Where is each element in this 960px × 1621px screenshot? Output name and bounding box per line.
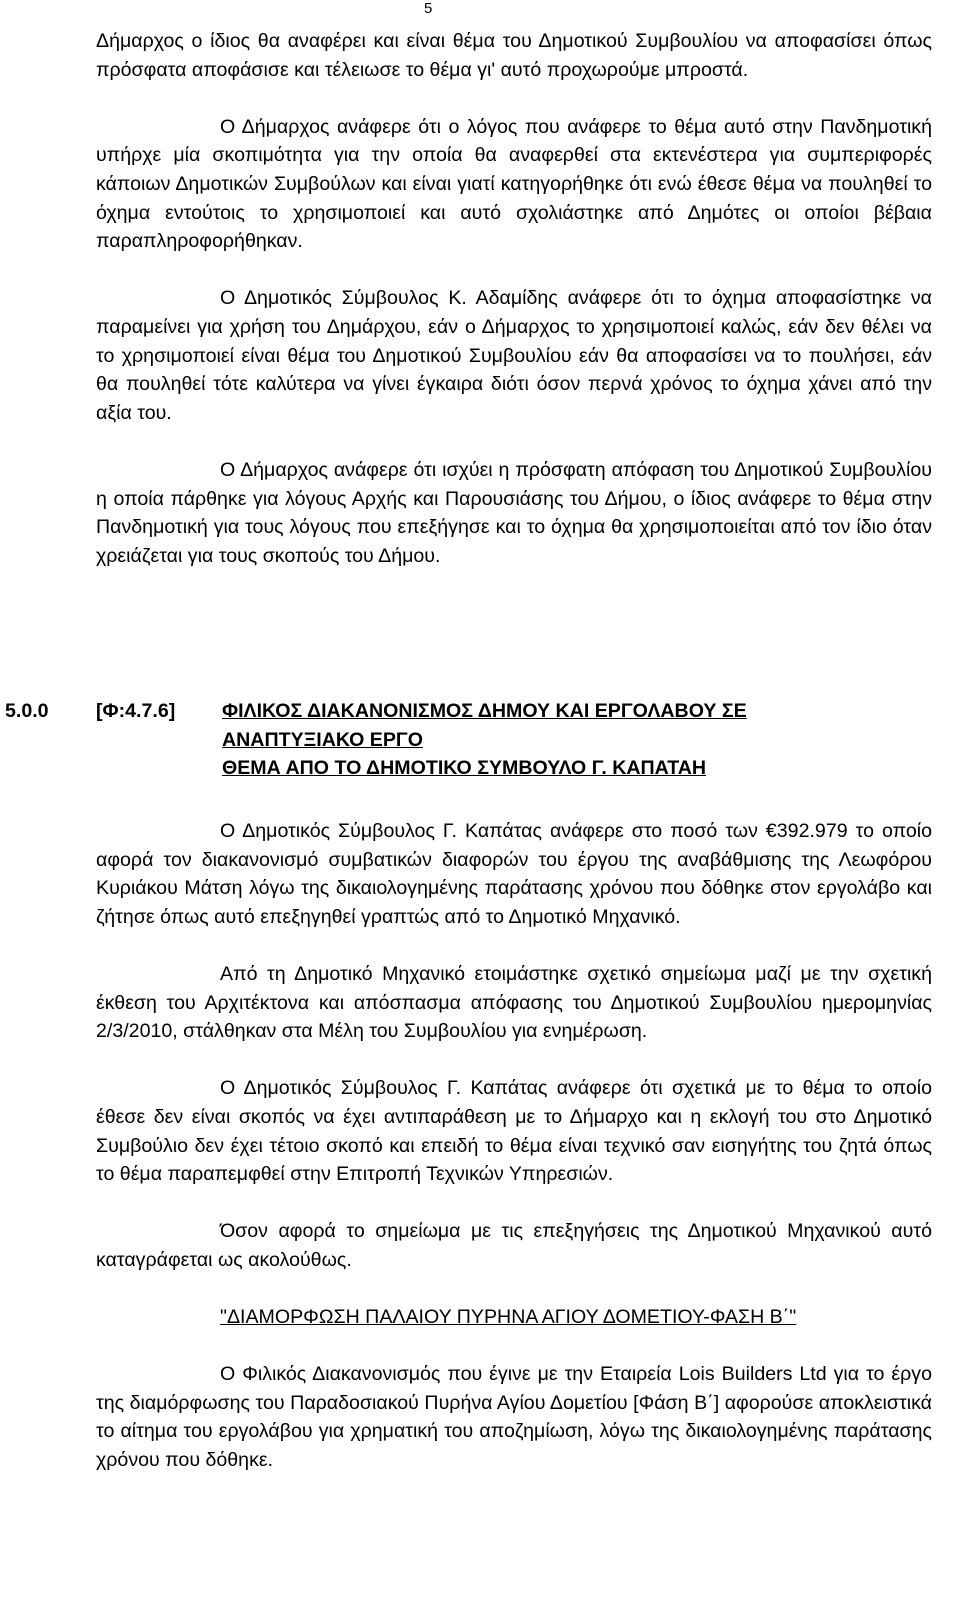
section-title — [222, 697, 932, 783]
quote-heading — [96, 1303, 932, 1332]
section-reference: [Φ:4.7.6] — [96, 700, 176, 722]
paragraph-9: Ο Φιλικός Διακανονισμός που έγινε με την Εταιρεία Lois Builders Ltd για το έργο της διαμόρφωσης του Παραδοσιακού Πυρήνα Αγίου Δομετίου [Φάση Β΄] αφορούσε αποκλειστικά το αίτημα του εργολάβου για χρηματική του αποζημίωση, λόγω της δικαιολογημένης παράτασης χρόνου που δόθηκε. — [96, 1363, 932, 1472]
paragraph-7: Ο Δημοτικός Σύμβουλος Γ. Καπάτας ανάφερε ότι σχετικά με το θέμα το οποίο έθεσε δεν είναι σκοπός να έχει αντιπαράθεση με το Δήμαρχο και η εκλογή του στο Δημοτικό Συμβούλιο δεν έχει τέτοιο σκοπό και επειδή το θέμα είναι τεχνικό σαν εισηγήτης του ζητά όπως το θέμα παραπεμφθεί στην Επιτροπή Τεχνικών Υπηρεσιών. — [96, 1077, 932, 1186]
quote-heading-text: "ΔΙΑΜΟΡΦΩΣΗ ΠΑΛΑΙΟΥ ΠΥΡΗΝΑ ΑΓΙΟΥ ΔΟΜΕΤΙΟΥ-ΦΑΣΗ Β΄" — [220, 1306, 797, 1329]
paragraph-8: Όσον αφορά το σημείωμα με τις επεξηγήσεις της Δημοτικού Μηχανικού αυτό καταγράφεται ως ακολούθως. — [96, 1220, 932, 1271]
paragraph-2: Ο Δήμαρχος ανάφερε ότι ο λόγος που ανάφερε το θέμα αυτό στην Πανδημοτική υπήρχε μία σκοπιμότητα για την οποία θα αναφερθεί στα εκτενέστερα για συμπεριφορές κάποιων Δημοτικών Συμβούλων και είναι γιατί κατηγορήθηκε ότι ενώ έθεσε θέμα να πουληθεί το όχημα εντούτοις το χρησιμοποιεί και αυτό σχολιάστηκε από Δημότες οι οποίοι βέβαια παραπληροφορήθηκαν. — [96, 115, 932, 253]
paragraph-3: Ο Δημοτικός Σύμβουλος Κ. Αδαμίδης ανάφερε ότι το όχημα αποφασίστηκε να παραμείνει για χρήση του Δημάρχου, εάν ο Δήμαρχος το χρησιμοποιεί καλώς, εάν δεν θέλει να το χρησιμοποιεί είναι θέμα του Δημοτικού Συμβουλίου εάν θα αποφασίσει να το πουλήσει, εάν θα πουληθεί τότε καλύτερα να γίνει έγκαιρα διότι όσον περνά χρόνος το όχημα χάνει από την αξία του. — [96, 287, 932, 424]
paragraph-5: Ο Δημοτικός Σύμβουλος Γ. Καπάτας ανάφερε στο ποσό των €392.979 το οποίο αφορά τον διακανονισμό συμβατικών διαφορών του έργου της αναβάθμισης της Λεωφόρου Κυριάκου Μάτση λόγω της δικαιολογημένης παράτασης χρόνου που δόθηκε στον εργολάβο και ζήτησε όπως αυτό επεξηγηθεί γραπτώς από το Δημοτικό Μηχανικό. — [96, 820, 932, 928]
section-title-line-2: ΑΝΑΠΤΥΞΙΑΚΟ ΕΡΓΟ — [222, 728, 423, 751]
page-number: 5 — [424, 0, 433, 17]
paragraph-1: Δήμαρχος ο ίδιος θα αναφέρει και είναι θέμα του Δημοτικού Συμβουλίου να αποφασίσει όπως πρόσφατα αποφάσισε και τέλειωσε το θέμα γι' αυτό προχωρούμε μπροστά. — [96, 30, 932, 81]
top-text-block — [96, 27, 932, 570]
section-number: 5.0.0 — [5, 700, 49, 722]
bottom-text-block — [96, 817, 932, 1475]
section-title-line-3: ΘΕΜΑ ΑΠΟ ΤΟ ΔΗΜΟΤΙΚΟ ΣΥΜΒΟΥΛΟ Γ. ΚΑΠΑΤΑΗ — [222, 757, 707, 780]
section-title-line-1: ΦΙΛΙΚΟΣ ΔΙΑΚΑΝΟΝΙΣΜΟΣ ΔΗΜΟΥ ΚΑΙ ΕΡΓΟΛΑΒΟΥ ΣΕ — [222, 700, 747, 722]
paragraph-4: Ο Δήμαρχος ανάφερε ότι ισχύει η πρόσφατη απόφαση του Δημοτικού Συμβουλίου η οποία πάρθηκε για λόγους Αρχής και Παρουσιάσης του Δήμου, ο ίδιος ανάφερε το θέμα στην Πανδημοτική για τους λόγους που επεξήγησε και το όχημα θα χρησιμοποιείται από τον ίδιο όταν χρειάζεται για τους σκοπούς του Δήμου. — [96, 458, 932, 567]
paragraph-6: Από τη Δημοτικό Μηχανικό ετοιμάστηκε σχετικό σημείωμα μαζί με την σχετική έκθεση του Αρχιτέκτονα και απόσπασμα απόφασης του Δημοτικού Συμβουλίου ημερομηνίας 2/3/2010, στάλθηκαν στα Μέλη του Συμβουλίου για ενημέρωση. — [96, 962, 932, 1043]
